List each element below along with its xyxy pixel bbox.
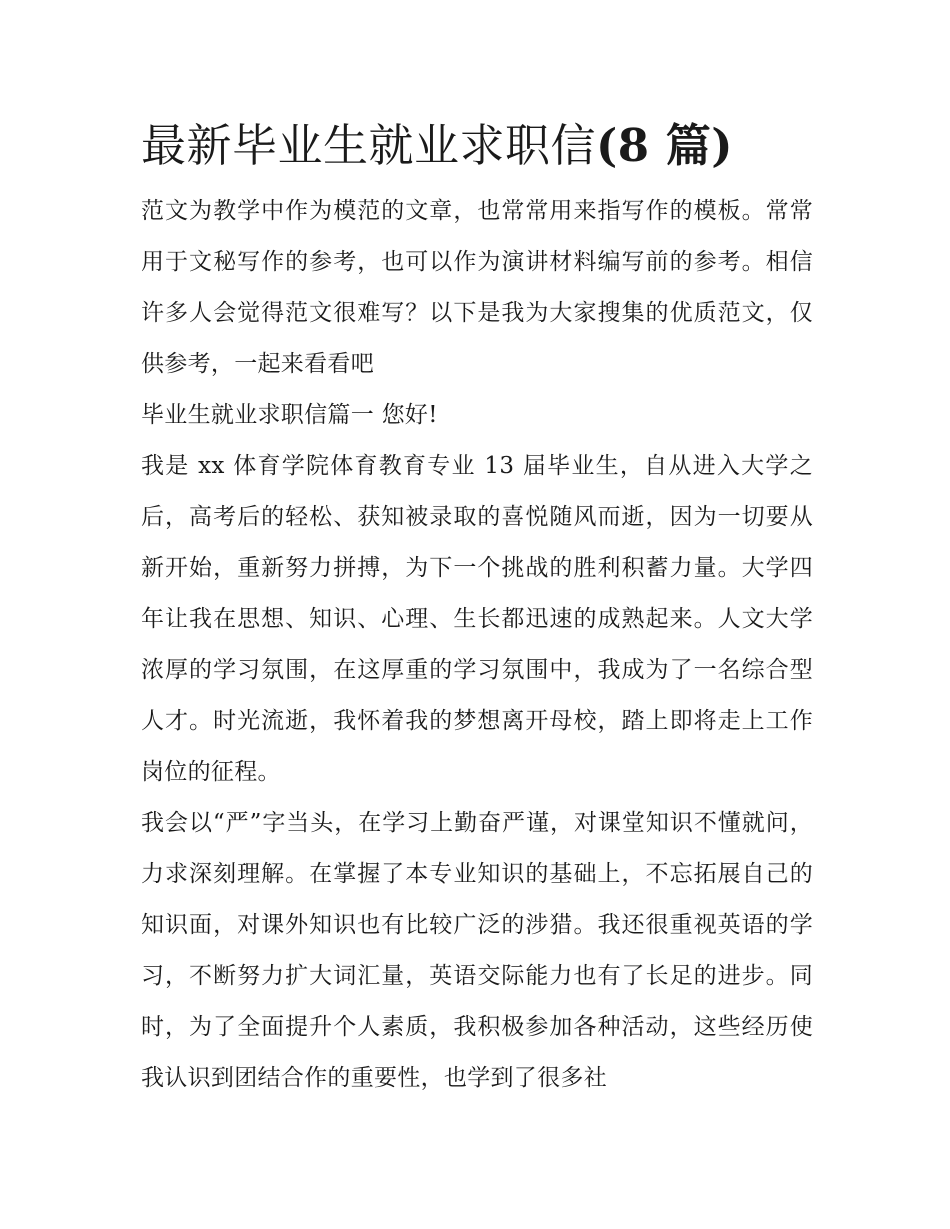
document-body bbox=[141, 112, 813, 1104]
page-title bbox=[141, 112, 813, 180]
body-paragraph-1: 我是 xx 体育学院体育教育专业 13 届毕业生，自从进入大学之后，高考后的轻松、获知被录取的喜悦随风而逝，因为一切要从新开始，重新努力拼搏，为下一个挑战的胜利积蓄力量。大学四年让我在思想、知识、心理、生长都迅速的成熟起来。人文大学浓厚的学习氛围，在这厚重的学习氛围中，我成为了一名综合型人才。时光流逝，我怀着我的梦想离开母校，踏上即将走上工作岗位的征程。 bbox=[141, 453, 813, 785]
section-heading-paragraph: 毕业生就业求职信篇一 您好! bbox=[141, 402, 438, 428]
body-paragraph-2: 我会以“严”字当头，在学习上勤奋严谨，对课堂知识不懂就问，力求深刻理解。在掌握了本专业知识的基础上，不忘拓展自己的知识面，对课外知识也有比较广泛的涉猎。我还很重视英语的学习，不断努力扩大词汇量，英语交际能力也有了长足的进步。同时，为了全面提升个人素质，我积极参加各种活动，这些经历使我认识到团结合作的重要性，也学到了很多社 bbox=[141, 810, 813, 1091]
title-suffix: (8 篇) bbox=[596, 119, 734, 172]
intro-paragraph: 范文为教学中作为模范的文章，也常常用来指写作的模板。常常用于文秘写作的参考，也可以作为演讲材料编写前的参考。相信许多人会觉得范文很难写？以下是我为大家搜集的优质范文，仅供参考，一起来看看吧 bbox=[141, 198, 813, 377]
title-main: 最新毕业生就业求职信 bbox=[141, 119, 597, 172]
